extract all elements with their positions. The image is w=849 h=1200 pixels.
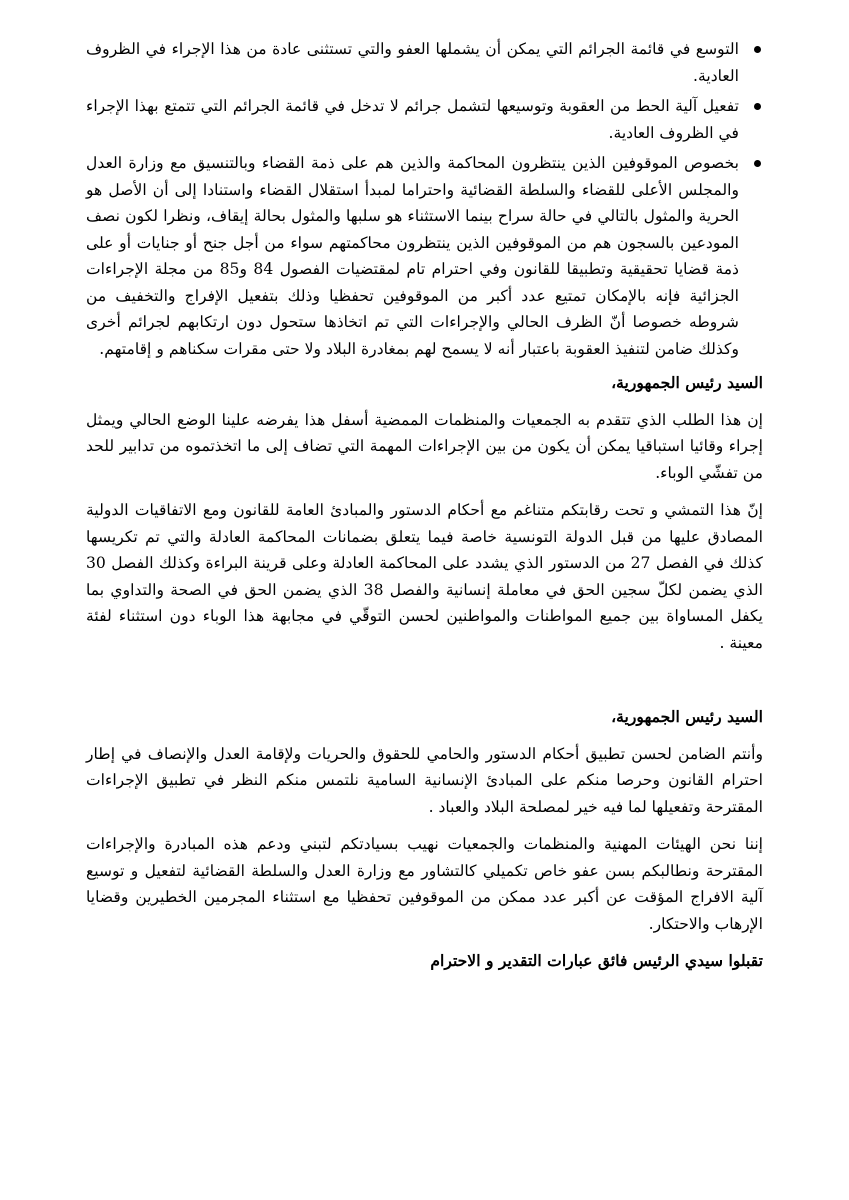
body-paragraph: إنّ هذا التمشي و تحت رقابتكم متناغم مع أحكام الدستور والمبادئ العامة للقانون ومع الاتفاقيات الدولية المصادق عليها من قبل الدولة التونسية خاصة فيما يتعلق بضمانات المحاكمة العادلة والتي تم تكريسها كذلك في الفصل 27 من الدستور الذي يشدد على المحاكمة العادلة وعلى قرينة البراءة وكذلك الفصل 30 الذي يضمن لكلّ سجين الحق في معاملة إنسانية والفصل 38 الذي يضمن الحق في الصحة والتداوي بما يكفل المساواة بين جميع المواطنات والمواطنين لحسن التوقّي في مجابهة هذا الوباء دون استثناء لفئة معينة . <box>86 501 763 652</box>
body-paragraph: وأنتم الضامن لحسن تطبيق أحكام الدستور والحامي للحقوق والحريات ولإقامة العدل والإنصاف في إطار احترام القانون وحرصا منكم على المبادئ الإنسانية السامية نلتمس منكم النظر في تطبيق الإجراءات المقترحة وتفعيلها لما فيه خير لمصلحة البلاد والعباد . <box>86 744 763 816</box>
bullet-icon <box>754 160 761 167</box>
body-paragraph: إننا نحن الهيئات المهنية والمنظمات والجمعيات نهيب بسيادتكم لتبني ودعم هذه المبادرة والإجراءات المقترحة ونطالبكم بسن عفو خاص تكميلي كالتشاور مع وزارة العدل والسلطة القضائية لتفعيل و توسيع آلية الافراج المؤقت عن أكبر عدد ممكن من الموقوفين تحفظيا مع استثناء المجرمين الخطيرين وقضايا الإرهاب والاحتكار. <box>86 835 763 933</box>
bullet-icon <box>754 46 761 53</box>
bullet-icon <box>754 103 761 110</box>
list-item-text: التوسع في قائمة الجرائم التي يمكن أن يشملها العفو والتي تستثنى عادة من هذا الإجراء في الظروف العادية. <box>86 40 739 85</box>
body-paragraph: إن هذا الطلب الذي تتقدم به الجمعيات والمنظمات الممضية أسفل هذا يفرضه علينا الوضع الحالي ويمثل إجراء وقائيا استباقيا يمكن أن يكون من بين الإجراءات المهمة التي تضاف إلى ما اتخذتموه من تدابير للحد من تفشّي الوباء. <box>86 410 763 482</box>
list-item <box>86 36 763 89</box>
list-item-text: بخصوص الموقوفين الذين ينتظرون المحاكمة والذين هم على ذمة القضاء وبالتنسيق مع وزارة العدل والمجلس الأعلى للقضاء والسلطة القضائية واحتراما لمبدأ استقلال القضاء واستنادا إلى أن الأصل هو الحرية والمثول بالتالي في حالة سراح بينما الاستثناء هو سلبها والمثول بحالة إيقاف، ونظرا لكون نصف المودعين بالسجون هم من الموقوفين الذين ينتظرون محاكمتهم سواء من أجل جنح أو جنايات أو على ذمة قضايا تحقيقية وتطبيقا للقانون وفي احترام تام لمقتضيات الفصول 84 و85 من مجلة الإجراءات الجزائية فإنه بالإمكان تمتيع عدد أكبر من الموقوفين تحفظيا وذلك بتفعيل الإفراج والتخفيف من شروطه خصوصا أنّ الظرف الحالي والإجراءات التي تم اتخاذها ستحول دون ارتكابهم لجرائم أخرى وكذلك ضامن لتنفيذ العقوبة باعتبار أنه لا يسمح لهم بمغادرة البلاد ولا حتى مقرات سكناهم و إقامتهم. <box>86 154 739 358</box>
measures-list <box>86 36 763 362</box>
list-item <box>86 150 763 362</box>
list-item <box>86 93 763 146</box>
salutation-heading: السيد رئيس الجمهورية، <box>611 707 763 726</box>
salutation-heading: السيد رئيس الجمهورية، <box>611 373 763 392</box>
closing-line: تقبلوا سيدي الرئيس فائق عبارات التقدير و الاحترام <box>430 951 763 970</box>
list-item-text: تفعيل آلية الحط من العقوبة وتوسيعها لتشمل جرائم لا تدخل في قائمة الجرائم التي تتمتع بهذا الإجراء في الظروف العادية. <box>86 97 739 142</box>
